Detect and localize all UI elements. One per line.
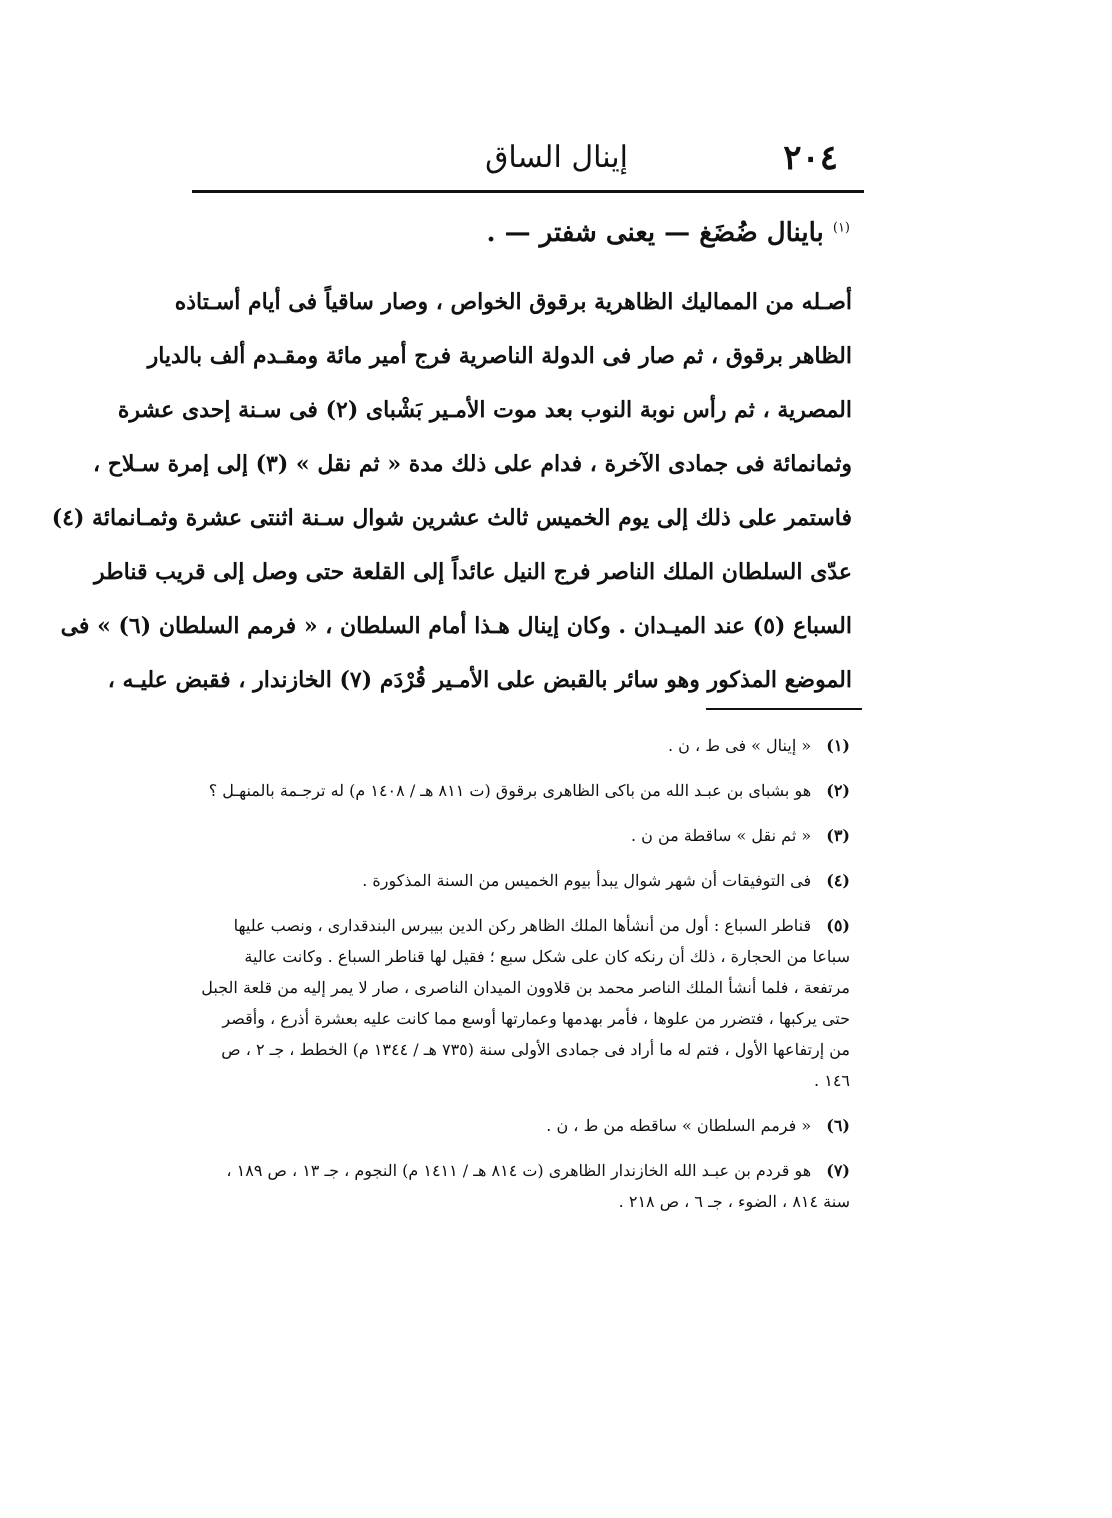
running-title: إينال الساق <box>485 140 628 175</box>
footnote <box>200 730 850 761</box>
body-line: أصـله من المماليك الظاهرية برقوق الخواص ، وصار ساقياً فى أيام أسـتاذه <box>174 289 852 315</box>
body-line: فاستمر على ذلك إلى يوم الخميس ثالث عشرين شوال سـنة اثنتى عشرة وثمـانمائة (٤) <box>51 505 852 531</box>
page-number: ٢٠٤ <box>783 138 838 178</box>
body-line: الظاهر برقوق ، ثم صار فى الدولة الناصرية فرج أمير مائة ومقـدم ألف بالديار <box>147 343 852 369</box>
page-header <box>190 138 860 182</box>
footnotes-separator <box>706 708 862 710</box>
footnote-text: فى التوفيقات أن شهر شوال يبدأ بيوم الخميس من السنة المذكورة . <box>362 871 812 890</box>
footnote-text: « ثم نقل » ساقطة من ن . <box>630 826 812 845</box>
footnote-number: (١) <box>826 736 850 755</box>
entry-heading <box>230 218 850 248</box>
footnote <box>200 910 850 1096</box>
body-line: وثمانمائة فى جمادى الآخرة ، فدام على ذلك مدة « ثم نقل » (٣) إلى إمرة سـلاح ، <box>92 451 852 477</box>
footnote-number: (٣) <box>826 826 850 845</box>
footnote <box>200 1110 850 1141</box>
footnote-text: « إينال » فى ط ، ن . <box>667 736 812 755</box>
footnote <box>200 820 850 851</box>
body-line: السباع (٥) عند الميـدان . وكان إينال هـذا أمام السلطان ، « فرمم السلطان (٦) » فى <box>60 613 852 639</box>
body-line: عدّى السلطان الملك الناصر فرج النيل عائداً إلى القلعة حتى وصل إلى قريب قناطر <box>93 559 852 585</box>
footnote-text: قناطر السباع : أول من أنشأها الملك الظاهر ركن الدين بيبرس البندقدارى ، ونصب عليها سباعا من الحجارة ، ذلك أن رنكه كان على شكل سبع ؛ فقيل لها قناطر السباع . وكانت عالية مرتفعة ، فلما أنشأ الملك الناصر محمد بن قلاوون الميدان الناصرى ، صار لا يمر إليه من قلعة الجبل حتى يركبها ، فتضرر من علوها ، فأمر بهدمها وعمارتها أوسع مما كانت عليه بعشرة أذرع ، وأقصر من إرتفاعها الأول ، فتم له ما أراد فى جمادى الأولى سنة (٧٣٥ هـ / ١٣٤٤ م) الخطط ، جـ ٢ ، ص ١٤٦ . <box>201 916 850 1090</box>
footnote-text: هو بشباى بن عبـد الله من باكى الظاهرى برقوق (ت ٨١١ هـ / ١٤٠٨ م) له ترجـمة بالمنهـل ؟ <box>208 781 812 800</box>
footnote-number: (٦) <box>826 1116 850 1135</box>
body-line: المصرية ، ثم رأس نوبة النوب بعد موت الأمـير بَشْباى (٢) فى سـنة إحدى عشرة <box>117 397 852 423</box>
footnote-number: (٧) <box>826 1161 850 1180</box>
body-line: الموضع المذكور وهو سائر بالقبض على الأمـير قُرْدَم (٧) الخازندار ، فقبض عليـه ، <box>107 667 852 693</box>
body-text <box>51 275 852 707</box>
footnote <box>200 865 850 896</box>
footnote-marker: (١) <box>832 220 850 236</box>
footnotes <box>200 730 850 1231</box>
entry-heading-text: باينال ضُضَغ — يعنى شفتر — . <box>486 218 824 248</box>
footnote-number: (٤) <box>826 871 850 890</box>
footnote-text: هو قردم بن عبـد الله الخازندار الظاهرى (ت ٨١٤ هـ / ١٤١١ م) النجوم ، جـ ١٣ ، ص ١٨٩ ، سنة ٨١٤ ، الضوء ، جـ ٦ ، ص ٢١٨ . <box>226 1161 850 1211</box>
header-rule <box>192 190 864 193</box>
footnote <box>200 1155 850 1217</box>
footnote-text: « فرمم السلطان » ساقطه من ط ، ن . <box>546 1116 812 1135</box>
footnote-number: (٥) <box>826 916 850 935</box>
footnote <box>200 775 850 806</box>
footnote-number: (٢) <box>826 781 850 800</box>
